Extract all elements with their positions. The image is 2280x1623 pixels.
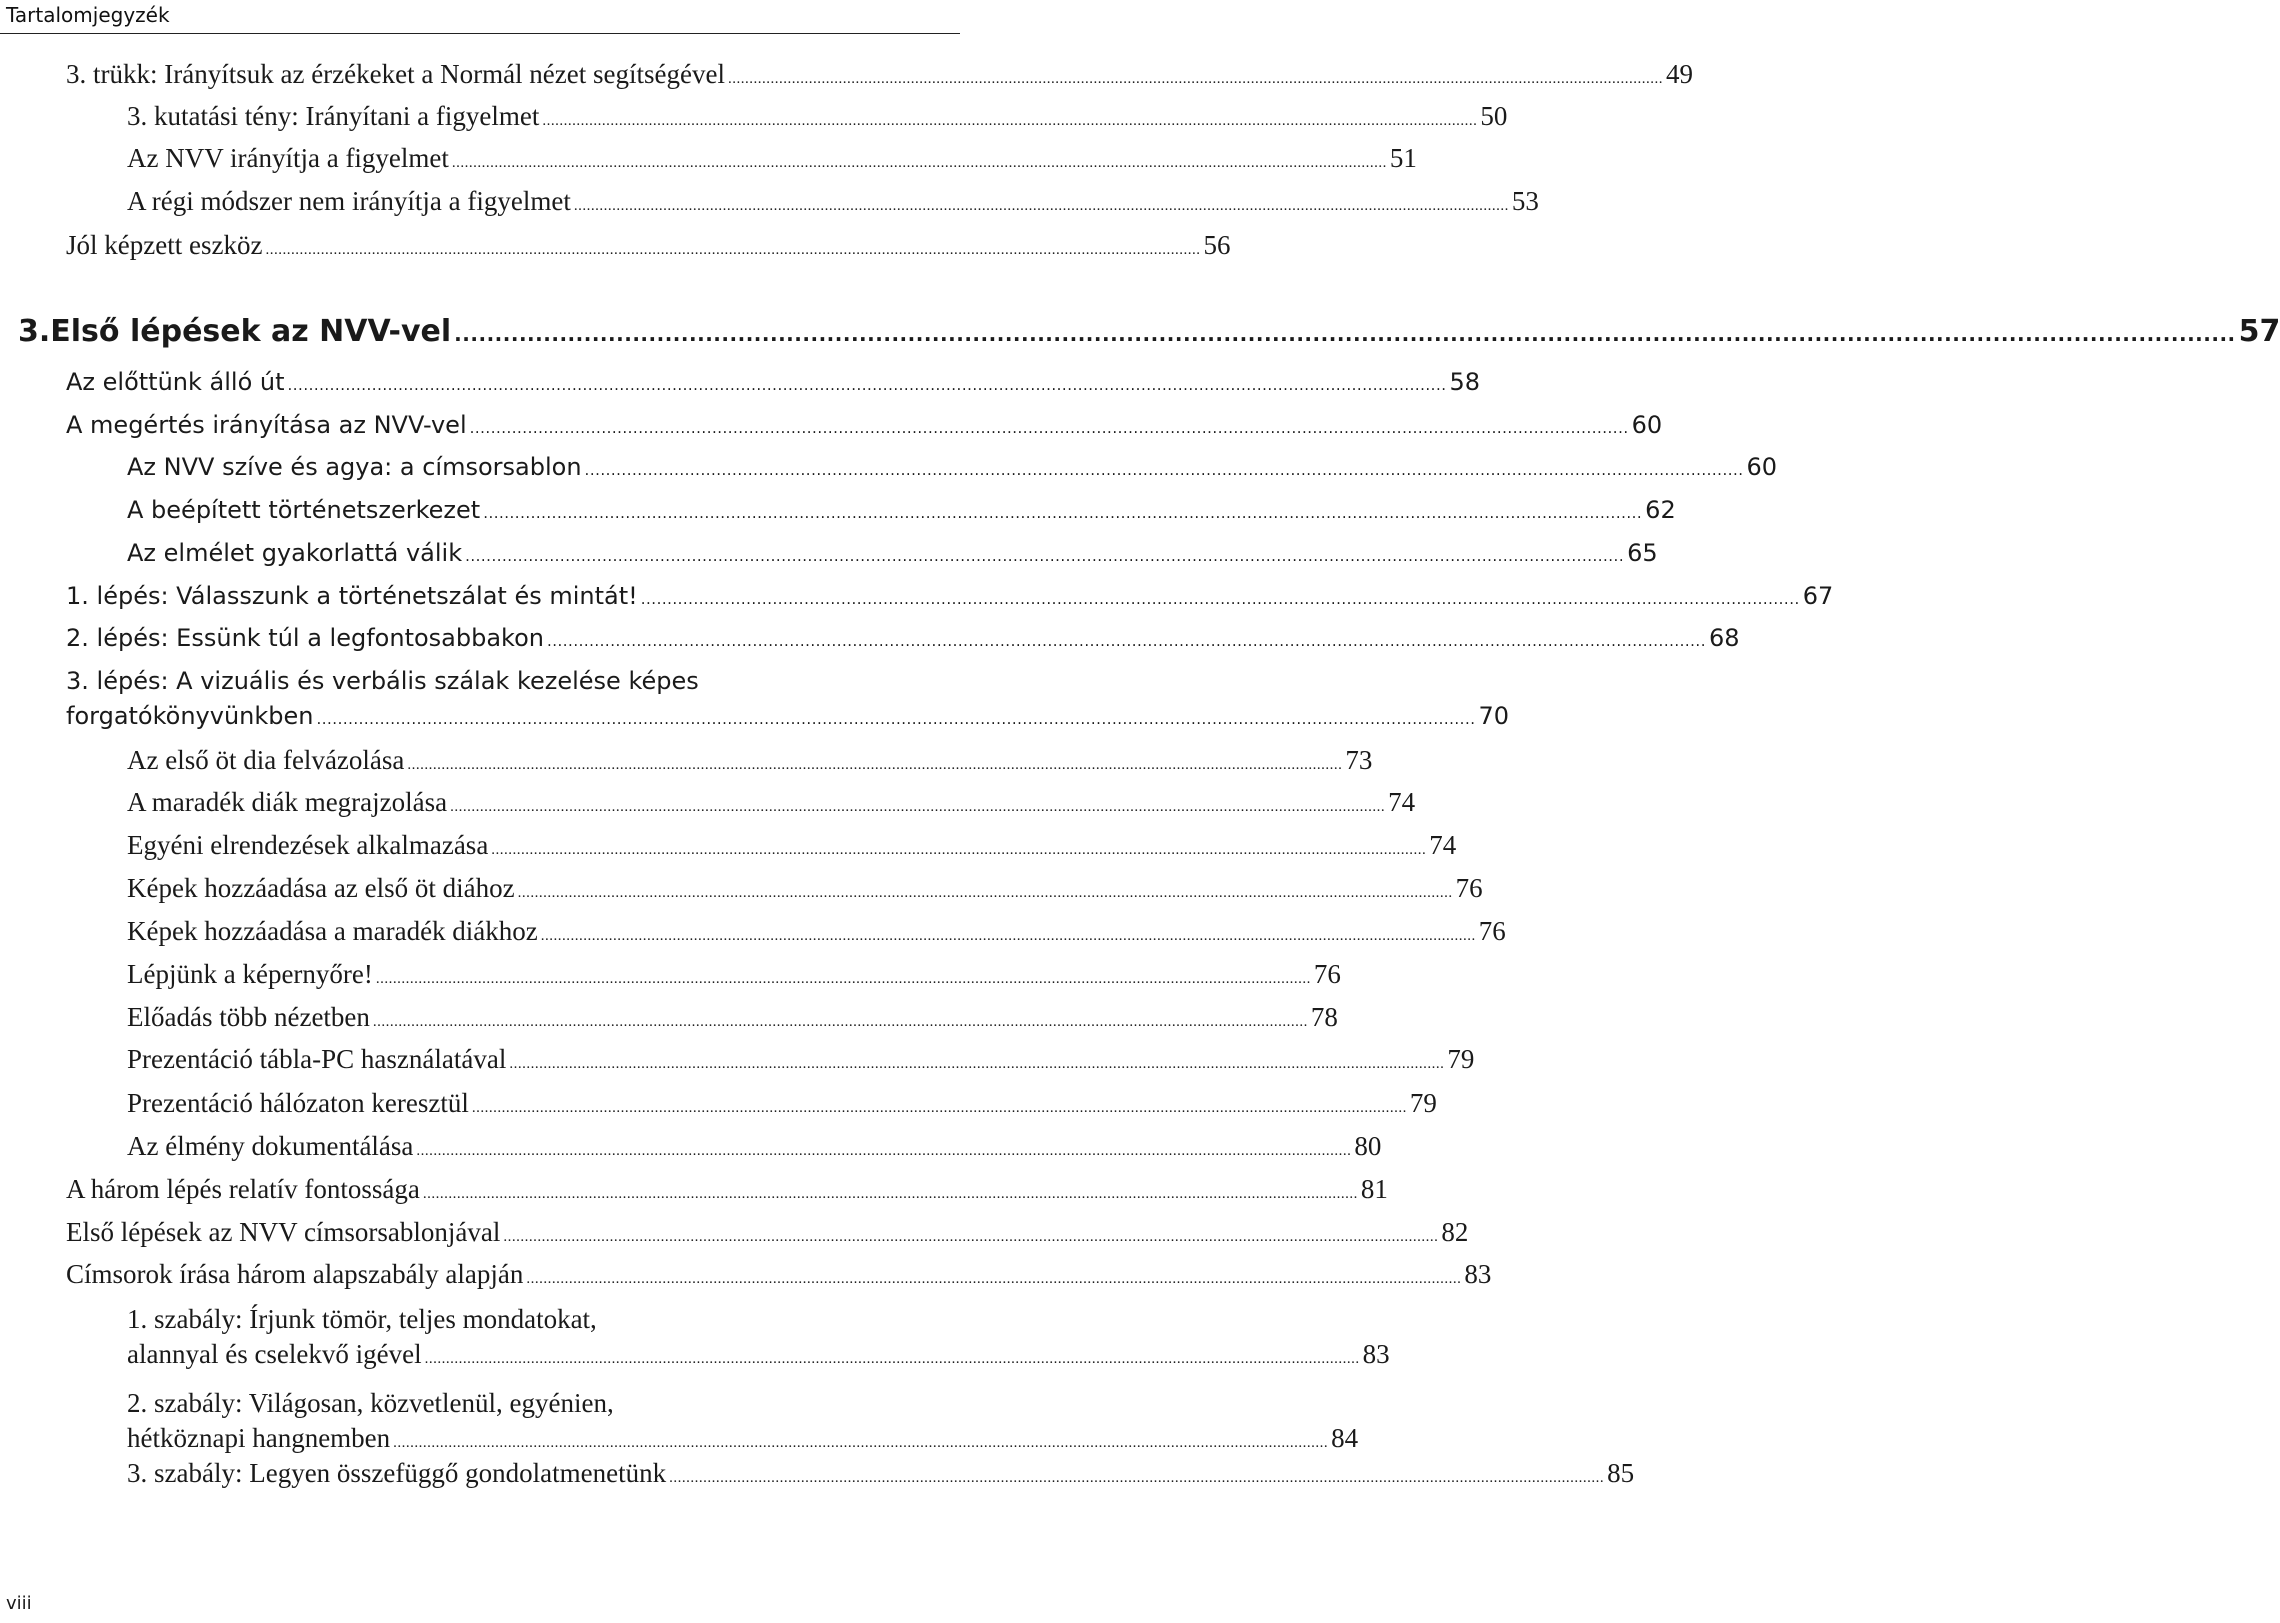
toc-entry-title: Az NVV szíve és agya: a címsorsablon bbox=[127, 453, 582, 481]
dot-leader: ............................................................................................................................................................................................................................ bbox=[540, 928, 1476, 944]
toc-entry-title: Az NVV irányítja a figyelmet bbox=[127, 143, 449, 173]
dot-leader: ............................................................................................................................................................................................................................ bbox=[517, 885, 1453, 901]
toc-entry-title: 3. trükk: Irányítsuk az érzékeket a Normál nézet segítségével bbox=[66, 59, 725, 89]
dot-leader: ............................................................................................................................................................................................................................ bbox=[375, 971, 1311, 987]
toc-entry-title: Képek hozzáadása az első öt diához bbox=[127, 873, 515, 903]
toc-entry-title: Címsorok írása három alapszabály alapján bbox=[66, 1259, 524, 1289]
toc-entry-title-first-line: 1. szabály: Írjunk tömör, teljes mondatokat, bbox=[127, 1304, 597, 1334]
toc-page-number: 56 bbox=[1203, 230, 1231, 260]
dot-leader: ............................................................................................................................................................................................................................ bbox=[287, 376, 1447, 394]
running-header: Tartalomjegyzék bbox=[6, 3, 170, 27]
toc-page-number: 50 bbox=[1480, 101, 1508, 131]
dot-leader: ............................................................................................................................................................................................................................ bbox=[465, 547, 1625, 565]
dot-leader: ............................................................................................................................................................................................................................ bbox=[316, 710, 1476, 728]
toc-page-number: 60 bbox=[1746, 453, 1778, 481]
dot-leader: ............................................................................................................................................................................................................................ bbox=[542, 113, 1478, 129]
dot-leader: ............................................................................................................................................................................................................................ bbox=[509, 1056, 1445, 1072]
dot-leader: ............................................................................................................................................................................................................................ bbox=[416, 1143, 1352, 1159]
toc-page-number: 67 bbox=[1802, 582, 1834, 610]
toc-entry-title: Jól képzett eszköz bbox=[66, 230, 263, 260]
toc-page-number: 76 bbox=[1455, 873, 1483, 903]
dot-leader: ............................................................................................................................................................................................................................ bbox=[451, 155, 1387, 171]
toc-entry-title: hétköznapi hangnemben bbox=[127, 1423, 391, 1453]
toc-page-number: 79 bbox=[1409, 1088, 1437, 1118]
toc-page-number: 79 bbox=[1447, 1044, 1475, 1074]
dot-leader: ............................................................................................................................................................................................................................ bbox=[526, 1271, 1462, 1287]
toc-page-number: 76 bbox=[1478, 916, 1506, 946]
dot-leader: ............................................................................................................................................................................................................................ bbox=[469, 419, 1629, 437]
toc-page-number: 85 bbox=[1607, 1458, 1635, 1488]
toc-page-number: 57 bbox=[2238, 314, 2280, 349]
dot-leader: ............................................................................................................................................................................................................................ bbox=[727, 71, 1663, 87]
toc-entry-title: 3. kutatási tény: Irányítani a figyelmet bbox=[127, 101, 540, 131]
toc-entry-title: forgatókönyvünkben bbox=[66, 702, 314, 730]
dot-leader: ............................................................................................................................................................................................................................ bbox=[454, 322, 2236, 346]
toc-entry-title: 2. lépés: Essünk túl a legfontosabbakon bbox=[66, 624, 544, 652]
toc-page-number: 58 bbox=[1449, 368, 1481, 396]
toc-entry-title-first-line: 3. lépés: A vizuális és verbális szálak kezelése képes bbox=[66, 667, 699, 695]
toc-page-number: 74 bbox=[1429, 830, 1457, 860]
chapter-number: 3. bbox=[18, 314, 51, 349]
toc-page-number: 68 bbox=[1708, 624, 1740, 652]
toc-page-number: 60 bbox=[1631, 411, 1663, 439]
toc-entry-title: Lépjünk a képernyőre! bbox=[127, 959, 373, 989]
toc-entry-title: alannyal és cselekvő igével bbox=[127, 1339, 422, 1369]
toc-entry-title: 1. lépés: Válasszunk a történetszálat és mintát! bbox=[66, 582, 638, 610]
toc-page-number: 76 bbox=[1313, 959, 1341, 989]
dot-leader: ............................................................................................................................................................................................................................ bbox=[422, 1186, 1358, 1202]
toc-page-number: 83 bbox=[1464, 1259, 1492, 1289]
dot-leader: ............................................................................................................................................................................................................................ bbox=[393, 1435, 1329, 1451]
toc-entry-title: Első lépések az NVV címsorsablonjával bbox=[66, 1217, 501, 1247]
toc-entry-title: A beépített történetszerkezet bbox=[127, 496, 481, 524]
toc-entry-title: Képek hozzáadása a maradék diákhoz bbox=[127, 916, 538, 946]
toc-page-number: 80 bbox=[1354, 1131, 1382, 1161]
toc-page-number: 84 bbox=[1331, 1423, 1359, 1453]
toc-page-number: 49 bbox=[1665, 59, 1693, 89]
toc-page-number: 81 bbox=[1360, 1174, 1388, 1204]
toc-page-number: 51 bbox=[1389, 143, 1417, 173]
toc-entry-title: Egyéni elrendezések alkalmazása bbox=[127, 830, 489, 860]
dot-leader: ............................................................................................................................................................................................................................ bbox=[491, 842, 1427, 858]
dot-leader: ............................................................................................................................................................................................................................ bbox=[546, 632, 1706, 650]
dot-leader: ............................................................................................................................................................................................................................ bbox=[424, 1351, 1360, 1367]
toc-entry-title: Az elmélet gyakorlattá válik bbox=[127, 539, 463, 567]
dot-leader: ............................................................................................................................................................................................................................ bbox=[407, 757, 1343, 773]
toc-entry-title: Az első öt dia felvázolása bbox=[127, 745, 405, 775]
toc-entry-title: A maradék diák megrajzolása bbox=[127, 787, 448, 817]
toc-entry-title: Prezentáció tábla-PC használatával bbox=[127, 1044, 507, 1074]
toc-page-number: 83 bbox=[1362, 1339, 1390, 1369]
toc-page-number: 62 bbox=[1645, 496, 1676, 524]
dot-leader: ............................................................................................................................................................................................................................ bbox=[372, 1014, 1308, 1030]
dot-leader: ............................................................................................................................................................................................................................ bbox=[265, 242, 1201, 258]
dot-leader: ............................................................................................................................................................................................................................ bbox=[503, 1229, 1439, 1245]
toc-entry-title-first-line: 2. szabály: Világosan, közvetlenül, egyénien, bbox=[127, 1388, 614, 1418]
toc-entry-title: Első lépések az NVV-vel bbox=[50, 314, 452, 349]
dot-leader: ............................................................................................................................................................................................................................ bbox=[450, 799, 1386, 815]
toc-entry-title: A három lépés relatív fontossága bbox=[66, 1174, 420, 1204]
toc-entry-title: A megértés irányítása az NVV-vel bbox=[66, 411, 467, 439]
dot-leader: ............................................................................................................................................................................................................................ bbox=[483, 504, 1643, 522]
toc-entry-title: Az élmény dokumentálása bbox=[127, 1131, 414, 1161]
dot-leader: ............................................................................................................................................................................................................................ bbox=[471, 1100, 1407, 1116]
dot-leader: ............................................................................................................................................................................................................................ bbox=[573, 198, 1509, 214]
toc-page-number: 82 bbox=[1441, 1217, 1469, 1247]
toc-page-number: 53 bbox=[1511, 186, 1539, 216]
dot-leader: ............................................................................................................................................................................................................................ bbox=[584, 461, 1744, 479]
toc-entry-title: Előadás több nézetben bbox=[127, 1002, 370, 1032]
toc-entry-title: 3. szabály: Legyen összefüggő gondolatmenetünk bbox=[127, 1458, 667, 1488]
toc-page-number: 73 bbox=[1345, 745, 1373, 775]
toc-page-number: 65 bbox=[1627, 539, 1658, 567]
page-number: viii bbox=[6, 1593, 32, 1614]
dot-leader: ............................................................................................................................................................................................................................ bbox=[640, 590, 1800, 608]
toc-page-number: 78 bbox=[1310, 1002, 1338, 1032]
toc-page-number: 74 bbox=[1388, 787, 1416, 817]
toc-entry-title: A régi módszer nem irányítja a figyelmet bbox=[127, 186, 571, 216]
toc-entry-title: Az előttünk álló út bbox=[66, 368, 285, 396]
dot-leader: ............................................................................................................................................................................................................................ bbox=[669, 1470, 1605, 1486]
toc-page-number: 70 bbox=[1478, 702, 1510, 730]
toc-entry-title: Prezentáció hálózaton keresztül bbox=[127, 1088, 469, 1118]
